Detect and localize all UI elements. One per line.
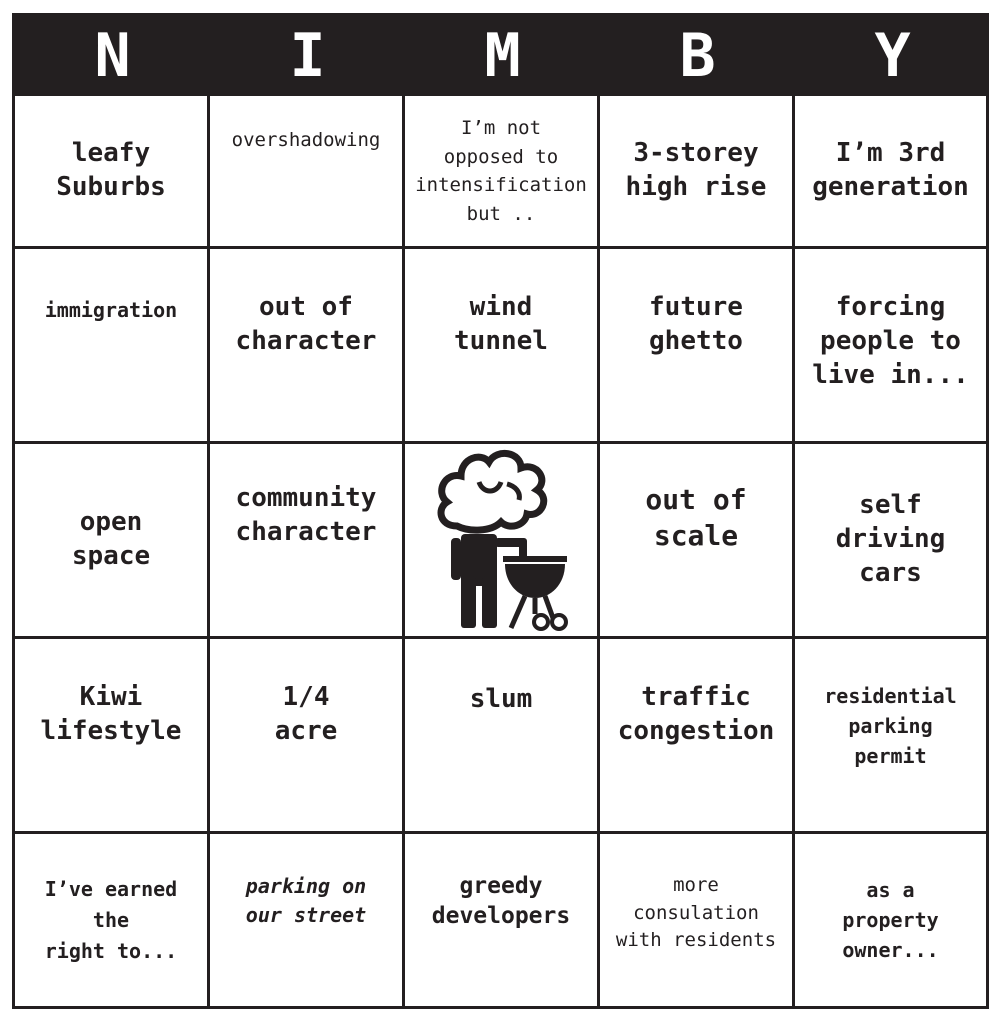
title-bar	[15, 16, 986, 96]
cell-text: leafy Suburbs	[56, 138, 166, 202]
cell-text: out of character	[235, 292, 377, 356]
cell-text: 1/4 acre	[274, 682, 338, 746]
letter-m: M	[484, 21, 521, 91]
cell-text: self driving cars	[835, 490, 946, 588]
cell-text: forcing people to live in...	[812, 292, 969, 390]
person-with-bbq-grill-icon	[429, 446, 579, 632]
bingo-cell-3rd-generation[interactable]	[795, 96, 986, 246]
bingo-cell-overshadowing[interactable]	[210, 96, 402, 246]
cell-text: more consulation with residents	[615, 874, 777, 952]
bingo-cell-open-space[interactable]	[15, 444, 207, 636]
cell-text: immigration	[44, 298, 178, 322]
bingo-cell-property-owner[interactable]	[795, 834, 986, 1006]
bingo-cell-leafy-suburbs[interactable]	[15, 96, 207, 246]
cell-text: community character	[235, 483, 377, 547]
cell-text: open space	[71, 507, 151, 571]
bingo-cell-earned-right[interactable]	[15, 834, 207, 1006]
cell-text: future ghetto	[649, 292, 743, 356]
cell-text: parking on our street	[245, 874, 367, 927]
bingo-cell-parking-street[interactable]	[210, 834, 402, 1006]
cell-text: 3-storey high rise	[625, 138, 767, 202]
cell-text: as a property owner...	[842, 878, 939, 962]
bingo-cell-parking-permit[interactable]	[795, 639, 986, 831]
cell-text: I’m not opposed to intensification but ..	[415, 117, 587, 225]
cell-text: Kiwi lifestyle	[40, 682, 182, 746]
bingo-cell-more-consultation[interactable]	[600, 834, 792, 1006]
letter-y: Y	[874, 21, 911, 91]
bingo-cell-out-of-scale[interactable]	[600, 444, 792, 636]
bingo-cell-3-storey[interactable]	[600, 96, 792, 246]
bingo-cell-traffic-congestion[interactable]	[600, 639, 792, 831]
cell-text: slum	[469, 684, 533, 714]
bingo-grid	[15, 96, 986, 1006]
bingo-cell-future-ghetto[interactable]	[600, 249, 792, 441]
letter-i: I	[289, 21, 326, 91]
bingo-cell-free-space[interactable]	[405, 444, 597, 636]
cell-text: traffic congestion	[617, 682, 775, 746]
bingo-cell-self-driving[interactable]	[795, 444, 986, 636]
letter-n: N	[94, 21, 131, 91]
cell-text: residential parking permit	[824, 684, 957, 768]
bingo-cell-forcing-people[interactable]	[795, 249, 986, 441]
bingo-cell-greedy-developers[interactable]	[405, 834, 597, 1006]
cell-text: overshadowing	[231, 129, 381, 151]
cell-text: I’ve earned the right to...	[44, 876, 178, 963]
cell-text: out of scale	[645, 483, 747, 553]
bingo-cell-community-character[interactable]	[210, 444, 402, 636]
cell-text: I’m 3rd generation	[812, 138, 969, 202]
bingo-cell-wind-tunnel[interactable]	[405, 249, 597, 441]
bingo-board	[12, 13, 989, 1009]
cell-text: greedy developers	[431, 873, 571, 929]
bingo-cell-slum[interactable]	[405, 639, 597, 831]
cell-text: wind tunnel	[454, 292, 548, 356]
bingo-cell-kiwi-lifestyle[interactable]	[15, 639, 207, 831]
letter-b: B	[679, 21, 716, 91]
bingo-cell-not-opposed[interactable]	[405, 96, 597, 246]
bingo-cell-out-of-character[interactable]	[210, 249, 402, 441]
bingo-cell-quarter-acre[interactable]	[210, 639, 402, 831]
bingo-cell-immigration[interactable]	[15, 249, 207, 441]
